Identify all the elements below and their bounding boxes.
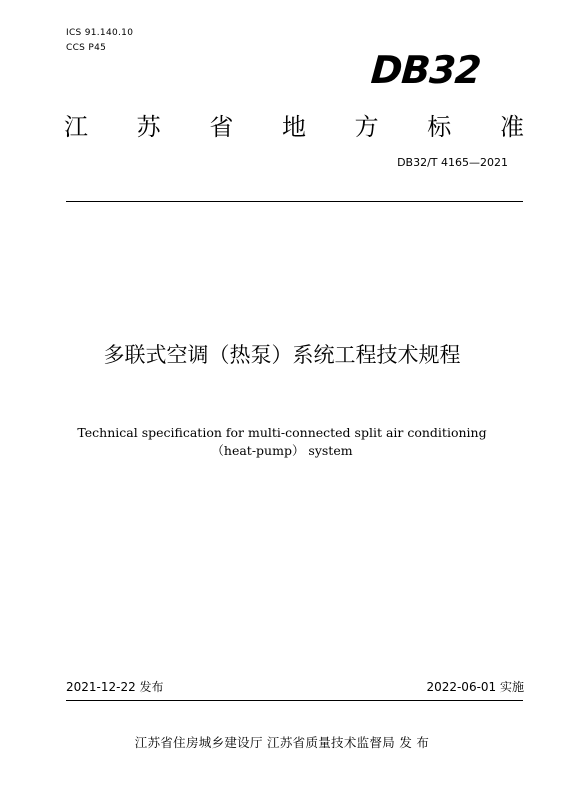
db32-logo: DB32 (369, 48, 482, 92)
document-title-chinese: 多联式空调（热泵）系统工程技术规程 (103, 343, 461, 367)
ccs-code: CCS P45 (66, 43, 107, 53)
top-divider (66, 201, 523, 202)
heading-char: 准 (499, 113, 524, 141)
heading-char: 苏 (136, 113, 161, 141)
document-title-english (0, 424, 564, 460)
standard-category-heading (64, 107, 524, 142)
heading-char: 标 (427, 113, 452, 141)
english-title-line-1: Technical specification for multi-connected split air conditioning (77, 425, 487, 440)
issue-date: 2021-12-22 发布 (66, 680, 164, 694)
heading-char: 方 (354, 113, 379, 141)
standard-number: DB32/T 4165—2021 (397, 156, 508, 169)
implementation-date: 2022-06-01 实施 (426, 680, 524, 694)
ics-code: ICS 91.140.10 (66, 28, 134, 38)
heading-char: 省 (209, 113, 234, 141)
english-title-line-2: （heat-pump） system (211, 443, 353, 458)
bottom-divider (66, 700, 523, 701)
heading-char: 江 (64, 113, 88, 141)
issuing-authorities: 江苏省住房城乡建设厅 江苏省质量技术监督局 发 布 (134, 735, 430, 750)
heading-char: 地 (281, 113, 306, 141)
